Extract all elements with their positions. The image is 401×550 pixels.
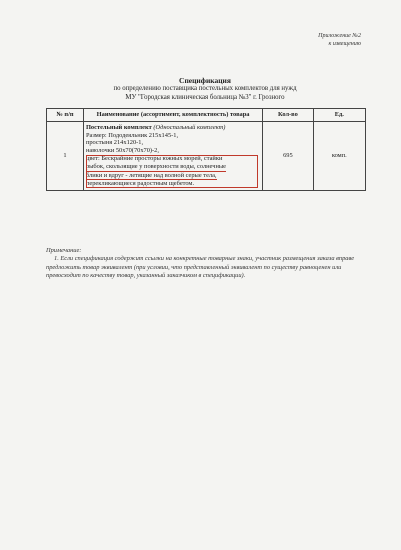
specification-table — [46, 108, 366, 191]
spec-line: простыня 214х120-1, — [85, 139, 144, 147]
spec-line: цвет: Бескрайние просторы южных морей, стайки — [85, 154, 223, 162]
title-block — [60, 76, 350, 102]
title-subline-2: МУ "Городская клиническая больница №3" г. Грозного — [125, 93, 285, 101]
table-row — [47, 121, 366, 190]
product-kind: (Односпальный комплект) — [153, 123, 226, 131]
product-title-line — [86, 124, 260, 132]
spec-line: блики и вдруг - летящие над волной серые тела, — [85, 171, 217, 179]
cell-unit: комп. — [313, 121, 365, 190]
spec-line: Размер: Пододеяльник 215х145-1, — [85, 131, 179, 139]
annex-line-2: к извещению — [328, 41, 361, 47]
notes-text: 1. Если спецификация содержит ссылки на конкретные товарные знаки, участник размещения заказа вправе предложить товар эквивалент (при условии, что представленный эквивалент по существу равноценен или превосходит по качеству товар, указанный заказчиком в спецификации). — [46, 255, 355, 280]
document-title: Спецификация — [179, 76, 231, 85]
table-header-row — [47, 109, 366, 122]
annex-label — [271, 32, 361, 48]
notes-label: Примечание: — [46, 247, 82, 254]
product-name: Постельный комплект — [85, 123, 152, 131]
header-name: Наименование (ассортимент, комплектность) товара — [83, 109, 262, 122]
title-subline-1: по определению поставщика постельных комплектов для нужд — [113, 85, 297, 92]
header-num: № п/п — [47, 109, 84, 122]
cell-name — [83, 121, 262, 190]
spec-line: рыбок, скользящие у поверхности воды, солнечные — [85, 162, 227, 170]
highlighted-color-description — [86, 155, 260, 188]
header-unit: Ед. — [313, 109, 365, 122]
annex-line-1: Приложение №2 — [318, 33, 361, 39]
header-qty: Кол-во — [263, 109, 313, 122]
spec-line: перекликающиеся радостным щебетом. — [85, 180, 195, 188]
spec-line: наволочки 50х70(70х70)-2, — [85, 147, 159, 155]
cell-num: 1 — [47, 121, 84, 190]
cell-qty: 695 — [263, 121, 313, 190]
notes-section — [46, 247, 366, 281]
